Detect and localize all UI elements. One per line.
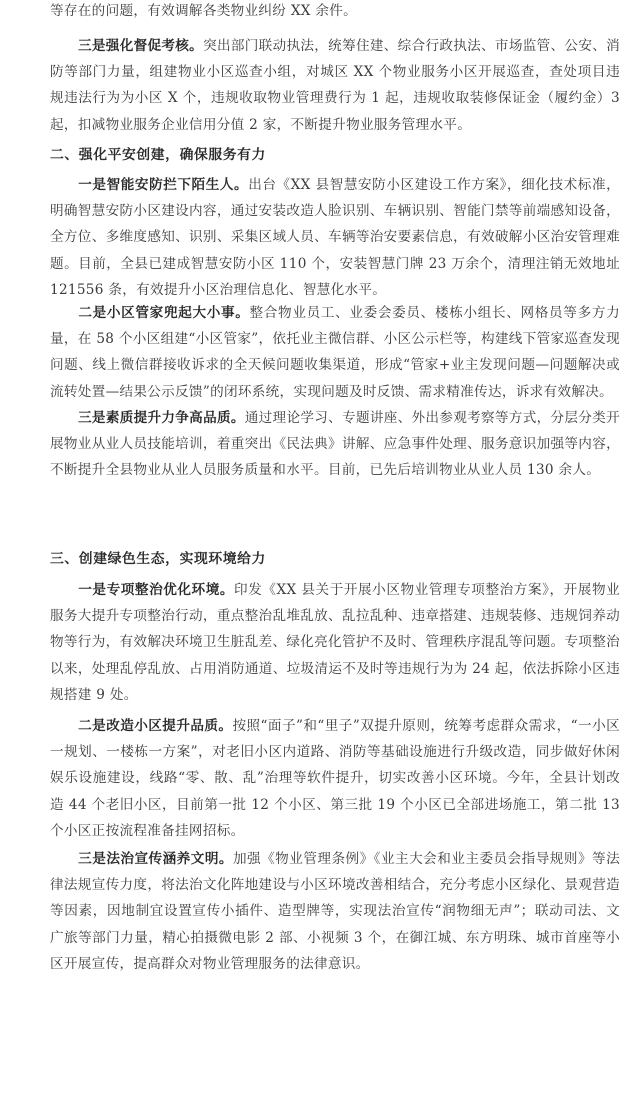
- paragraph-text: 整合物业员工、业委会委员、楼栋小组长、网格员等多方力量，在 58 个小区组建“小区管家”，依托业主微信群、小区公示栏等，构建线下管家巡查发现问题、线上微信群接收诉求的全天候问题收集渠道，形成“管家+业主发现问题—问题解决或流转处置—结果公示反馈”的闭环系统，实现问题及时反馈、需求精准传达，诉求有效解决。: [50, 305, 620, 400]
- intro-text: 等存在的问题，有效调解各类物业纠纷 XX 余件。: [50, 3, 358, 19]
- paragraph-renovation: [50, 713, 620, 844]
- paragraph-lead: 二是改造小区提升品质。: [78, 718, 233, 734]
- paragraph-lead: 三是素质提升力争高品质。: [78, 410, 245, 426]
- paragraph-text: 加强《物业管理条例》《业主大会和业主委员会指导规则》等法律法规宣传力度，将法治文化阵地建设与小区环境改善相结合，充分考虑小区绿化、景观营造等因素，因地制宜设置宣传小插件、造型牌等，实现法治宣传“润物细无声”；联动司法、文广旅等部门力量，精心拍摄微电影 2 部、小视频 3 个，在御江城、东方明珠、城市首座等小区开展宣传，提高群众对物业管理服务的法律意识。: [50, 851, 620, 972]
- paragraph-text: 按照“面子”和“里子”双提升原则，统筹考虑群众需求，“一小区一规划、一楼栋一方案”，对老旧小区内道路、消防等基础设施进行升级改造，同步做好休闲娱乐设施建设，线路“零、散、乱”治理等软件提升，切实改善小区环境。今年，全县计划改造 44 个老旧小区，目前第一批 12 个小区、第三批 19 个小区已全部进场施工，第二批 13 个小区正按流程准备挂网招标。: [50, 718, 620, 839]
- paragraph-lead: 一是专项整治优化环境。: [78, 582, 235, 598]
- paragraph-community-steward: [50, 300, 620, 405]
- paragraph-text: 通过理论学习、专题讲座、外出参观考察等方式，分层分类开展物业从业人员技能培训，着重突出《民法典》讲解、应急事件处理、服务意识加强等内容，不断提升全县物业从业人员服务质量和水平。目前，已先后培训物业从业人员 130 余人。: [50, 410, 620, 479]
- paragraph-lead: 二是小区管家兜起大小事。: [78, 305, 250, 321]
- paragraph-lead: 三是强化督促考核。: [78, 38, 204, 54]
- section-three-heading: 三、创建绿色生态，实现环境给力: [50, 551, 266, 567]
- paragraph-lead: 一是智能安防拦下陌生人。: [78, 177, 249, 193]
- paragraph-smart-security: [50, 172, 620, 303]
- paragraph-text: 印发《XX 县关于开展小区物业管理专项整治方案》，开展物业服务大提升专项整治行动，重点整治乱堆乱放、乱拉乱种、违章搭建、违规装修、违规饲养动物等行为，有效解决环境卫生脏乱差、绿化亮化管护不及时、管理秩序混乱等问题。专项整治以来，处理乱停乱放、占用消防通道、垃圾清运不及时等违规行为为 24 起，依法拆除小区违规搭建 9 处。: [50, 582, 620, 703]
- paragraph-text: 出台《XX 县智慧安防小区建设工作方案》，细化技术标准，明确智慧安防小区建设内容，通过安装改造人脸识别、车辆识别、智能门禁等前端感知设备，全方位、多维度感知、识别、采集区域人员、车辆等治安要素信息，有效破解小区治安管理难题。目前，全县已建成智慧安防小区 110 个，安装智慧门牌 23 万余个，清理注销无效地址 121556 条，有效提升小区治理信息化、智慧化水平。: [50, 177, 620, 298]
- paragraph-quality-training: [50, 405, 620, 484]
- intro-paragraph: [50, 0, 620, 24]
- paragraph-text: 突出部门联动执法，统筹住建、综合行政执法、市场监管、公安、消防等部门力量，组建物业小区巡查小组，对城区 XX 个物业服务小区开展巡查，查处项目违规违法行为为小区 X 个，违规收取物业管理费行为 1 起，违规收取装修保证金（履约金）3 起，扣减物业服务企业信用分值 2 家，不断提升物业服务管理水平。: [50, 38, 621, 133]
- section-two-heading: 二、强化平安创建，确保服务有力: [50, 147, 266, 163]
- paragraph-legal-publicity: [50, 846, 620, 977]
- paragraph-environment-rectification: [50, 577, 620, 708]
- paragraph-supervision: [50, 33, 620, 138]
- paragraph-lead: 三是法治宣传涵养文明。: [78, 851, 233, 867]
